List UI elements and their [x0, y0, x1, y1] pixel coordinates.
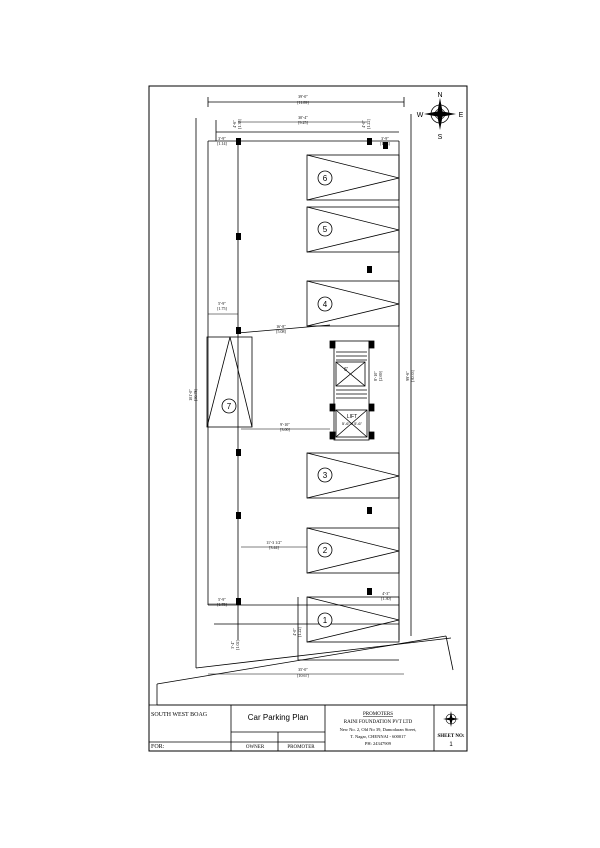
dim-lift2: 8'-10" — [373, 371, 378, 381]
compass-icon — [417, 92, 464, 141]
compass-west: W — [416, 112, 424, 119]
dim-bottom-left-v-metric: [1.02] — [235, 640, 240, 650]
dim-right-overall-metric: [30.33] — [410, 370, 415, 382]
drawing-title: Car Parking Plan — [247, 713, 309, 722]
bay-number-4: 4 — [322, 300, 328, 309]
dim-top-left-setback-metric: [1.38] — [237, 119, 242, 129]
dim-corner-right-metric: [1.14] — [380, 141, 390, 146]
parking-bay-3 — [307, 453, 399, 498]
dim-driveway-metric: [3.44] — [269, 545, 279, 550]
sheet-label: SHEET NO: — [437, 734, 465, 739]
dim-top-overall: 39'-0" — [298, 94, 308, 99]
parking-bay-6 — [307, 155, 399, 200]
dim-top-right-setback-metric: [1.22] — [366, 119, 371, 129]
compass-east: E — [458, 112, 464, 119]
compass-north: N — [437, 92, 443, 99]
bay-number-5: 5 — [322, 225, 328, 234]
dim-bottom-right: 4'-3" — [382, 591, 390, 596]
dim-bottom-left: 5'-9" — [218, 597, 226, 602]
dim-corner-right: 3'-9" — [381, 136, 389, 141]
address-line-2: T. Nagar, CHENNAI - 600017 — [350, 734, 406, 739]
company-name: RAINI FOUNDATION PVT LTD — [343, 720, 413, 725]
dim-bay7-metric: [3.00] — [280, 427, 290, 432]
parking-bays — [207, 155, 399, 642]
promoters-heading: PROMOTERS — [362, 712, 394, 717]
dim-bottom-left-metric: [1.75] — [217, 602, 227, 607]
dim-corner-left-metric: [1.14] — [217, 141, 227, 146]
address-line-1: New No. 2, Old No 39, Damodaran Street, — [339, 727, 417, 732]
dim-right-overall: 99'-6" — [405, 371, 410, 381]
building-outline — [208, 120, 399, 660]
dim-left-overall-metric: [30.78] — [193, 389, 198, 401]
dim-bottom-left-v: 3'-4" — [230, 641, 235, 649]
parking-bay-5 — [307, 207, 399, 252]
parking-bay-4 — [307, 281, 399, 326]
road-label: SOUTH WEST BOAG — [151, 712, 208, 718]
dim-top-inner-metric: [9.25] — [298, 120, 308, 125]
dim-corner-left: 3'-9" — [218, 136, 226, 141]
bay-number-6: 6 — [322, 174, 328, 183]
sheet-border — [149, 86, 467, 751]
for-label: FOR: — [151, 744, 165, 750]
bay-number-1: 1 — [322, 616, 328, 625]
parking-bay-1 — [307, 597, 399, 642]
dim-top-overall-metric: [11.89] — [297, 100, 309, 105]
dim-ramp: 16'-8" — [276, 324, 286, 329]
phone: PH: 24347909 — [364, 741, 392, 746]
dimension-lines — [208, 122, 404, 674]
lift-dimension: 5'-6" x 5'-6" — [341, 421, 363, 426]
dim-left-overall: 101'-0" — [188, 389, 193, 401]
dim-bottom-mid-v-metric: [1.22] — [297, 627, 302, 637]
dim-lift2-metric: [2.69] — [378, 371, 383, 381]
stair-dimension: 6' — [344, 367, 348, 373]
dim-bottom-right-metric: [1.30] — [381, 596, 391, 601]
lift-label: LIFT — [346, 414, 358, 420]
dim-driveway: 11'-3 1/2" — [266, 540, 282, 545]
parking-bay-7 — [207, 337, 252, 427]
bay-number-3: 3 — [322, 471, 328, 480]
dim-ramp-metric: [5.08] — [276, 329, 286, 334]
dim-bottom-overall: 35'-0" — [298, 667, 308, 672]
title-compass-icon — [443, 711, 459, 727]
dim-bottom-overall-metric: [10.67] — [297, 673, 309, 678]
dim-left-mid: 5'-9" — [218, 301, 226, 306]
bay-number-2: 2 — [322, 546, 328, 555]
dim-bottom-mid-v: 4'-0" — [292, 628, 297, 636]
bay-number-7: 7 — [226, 402, 232, 411]
parking-bay-2 — [307, 528, 399, 573]
promoter-label: PROMOTER — [287, 745, 315, 750]
site-boundary — [157, 97, 466, 705]
dim-top-inner: 30'-4" — [298, 115, 308, 120]
dimension-texts — [188, 94, 415, 678]
compass-south: S — [437, 134, 443, 141]
sheet-number: 1 — [449, 742, 453, 748]
dim-bay7: 9'-10" — [280, 422, 290, 427]
dim-top-left-setback: 4'-6" — [232, 120, 237, 128]
dim-top-right-setback: 4'-0" — [361, 120, 366, 128]
dim-left-mid-metric: [1.75] — [217, 306, 227, 311]
owner-label: OWNER — [245, 745, 265, 750]
